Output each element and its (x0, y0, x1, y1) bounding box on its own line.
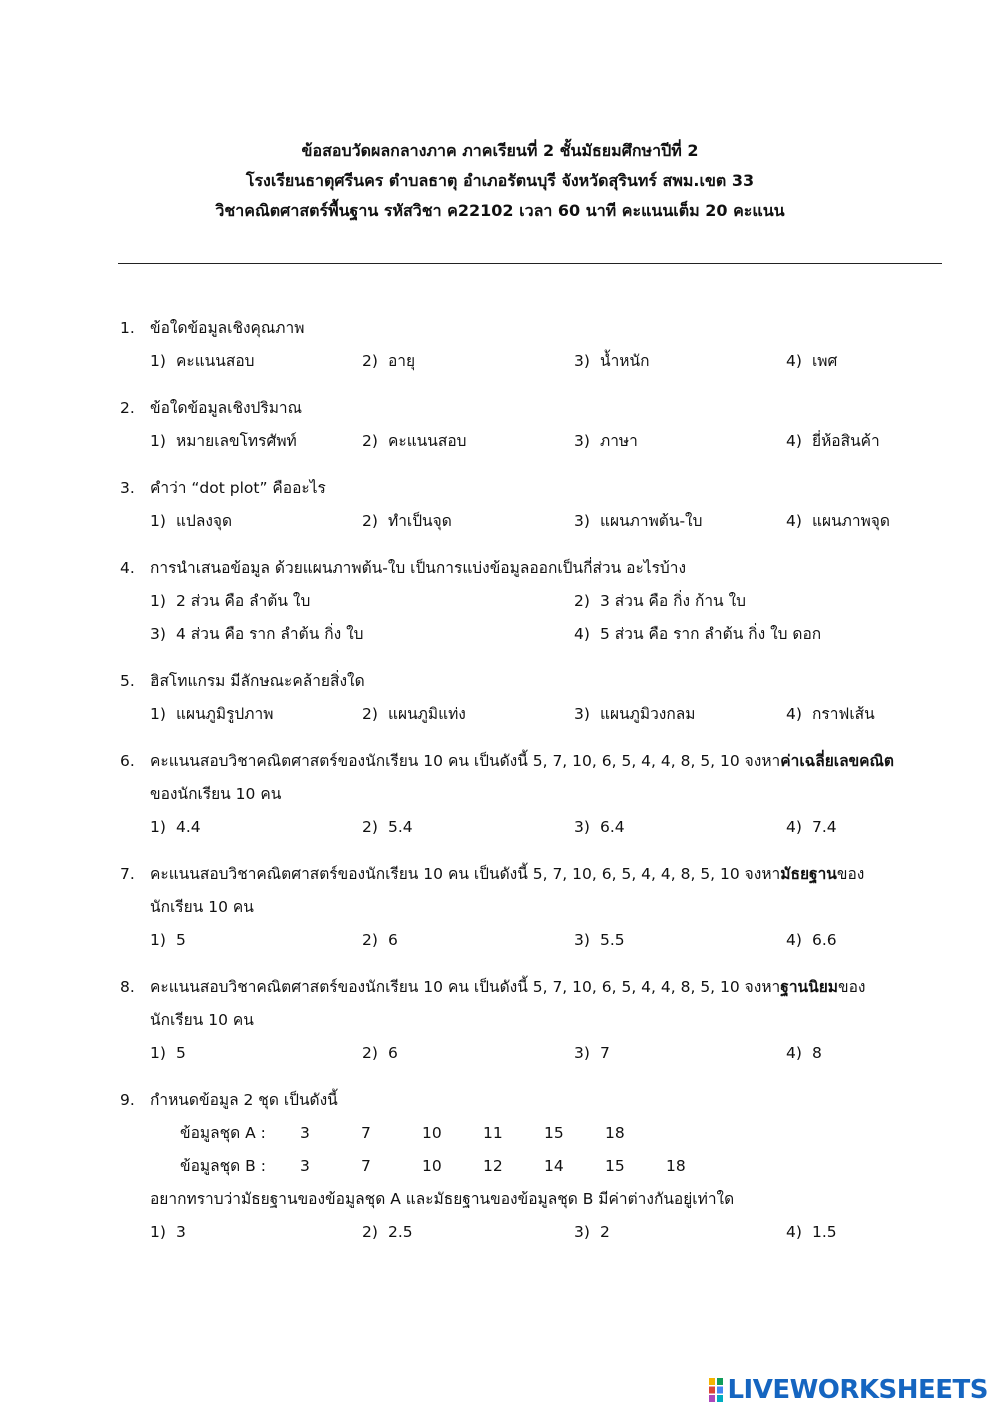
question-number: 3. (120, 479, 135, 497)
option-4[interactable]: 4) 8 (786, 1044, 822, 1062)
header-title: ข้อสอบวัดผลกลางภาค ภาคเรียนที่ 2 ชั้นมัธยมศึกษาปีที่ 2 (301, 141, 699, 160)
question-2 (120, 392, 950, 458)
dataset-a-label: ข้อมูลชุด A : (180, 1124, 266, 1142)
option-2[interactable]: 2) 3 ส่วน คือ กิ่ง ก้าน ใบ (574, 592, 746, 610)
dataset-b-label: ข้อมูลชุด B : (180, 1157, 266, 1175)
option-3[interactable]: 3) แผนภาพต้น-ใบ (574, 512, 703, 530)
option-1[interactable]: 1) หมายเลขโทรศัพท์ (150, 432, 297, 450)
question-keyword: ฐานนิยม (780, 978, 839, 996)
option-3[interactable]: 3) แผนภูมิวงกลม (574, 705, 696, 723)
question-9 (120, 1084, 950, 1249)
option-3[interactable]: 3) ภาษา (574, 432, 638, 450)
question-keyword: มัธยฐาน (780, 865, 837, 883)
option-4[interactable]: 4) 1.5 (786, 1223, 837, 1241)
dataset-value: 3 (300, 1124, 310, 1142)
dataset-value: 14 (544, 1157, 564, 1175)
question-6 (120, 745, 950, 844)
option-3[interactable]: 3) 2 (574, 1223, 610, 1241)
option-2[interactable]: 2) แผนภูมิแท่ง (362, 705, 466, 723)
dataset-value: 18 (605, 1124, 625, 1142)
option-1[interactable]: 1) แผนภูมิรูปภาพ (150, 705, 274, 723)
question-5 (120, 665, 950, 731)
dataset-value: 15 (605, 1157, 625, 1175)
option-2[interactable]: 2) 2.5 (362, 1223, 413, 1241)
question-text: คะแนนสอบวิชาคณิตศาสตร์ของนักเรียน 10 คน เป็นดังนี้ 5, 7, 10, 6, 5, 4, 4, 8, 5, 10 จงหาฐานนิยมของ (150, 978, 866, 996)
question-number: 7. (120, 865, 135, 883)
dataset-value: 10 (422, 1157, 442, 1175)
liveworksheets-logo-text: LIVEWORKSHEETS (727, 1375, 988, 1405)
option-4[interactable]: 4) กราฟเส้น (786, 705, 875, 723)
question-number: 1. (120, 319, 135, 337)
option-2[interactable]: 2) 5.4 (362, 818, 413, 836)
question-text: ฮิสโทแกรม มีลักษณะคล้ายสิ่งใด (150, 672, 365, 690)
option-1[interactable]: 1) 5 (150, 1044, 186, 1062)
question-3 (120, 472, 950, 538)
question-number: 2. (120, 399, 135, 417)
option-3[interactable]: 3) 6.4 (574, 818, 625, 836)
question-text: กำหนดข้อมูล 2 ชุด เป็นดังนี้ (150, 1091, 338, 1109)
option-4[interactable]: 4) แผนภาพจุด (786, 512, 890, 530)
option-2[interactable]: 2) ทำเป็นจุด (362, 512, 452, 530)
option-3[interactable]: 3) 7 (574, 1044, 610, 1062)
option-2[interactable]: 2) 6 (362, 1044, 398, 1062)
option-1[interactable]: 1) 2 ส่วน คือ ลำต้น ใบ (150, 592, 311, 610)
question-text-continued: อยากทราบว่ามัธยฐานของข้อมูลชุด A และมัธยฐานของข้อมูลชุด B มีค่าต่างกันอยู่เท่าใด (150, 1190, 735, 1208)
option-3[interactable]: 3) 5.5 (574, 931, 625, 949)
option-2[interactable]: 2) อายุ (362, 352, 416, 370)
option-3[interactable]: 3) 4 ส่วน คือ ราก ลำต้น กิ่ง ใบ (150, 625, 364, 643)
question-1 (120, 312, 950, 378)
question-text-continued: ของนักเรียน 10 คน (150, 785, 282, 803)
question-number: 8. (120, 978, 135, 996)
dataset-value: 10 (422, 1124, 442, 1142)
dataset-value: 7 (361, 1124, 371, 1142)
header-subject: วิชาคณิตศาสตร์พื้นฐาน รหัสวิชา ค22102 เวลา 60 นาที คะแนนเต็ม 20 คะแนน (215, 201, 785, 220)
question-keyword: ค่าเฉลี่ยเลขคณิต (780, 752, 894, 770)
exam-header (0, 136, 1000, 226)
question-8 (120, 971, 950, 1070)
dataset-value: 15 (544, 1124, 564, 1142)
option-4[interactable]: 4) 5 ส่วน คือ ราก ลำต้น กิ่ง ใบ ดอก (574, 625, 822, 643)
option-3[interactable]: 3) น้ำหนัก (574, 352, 650, 370)
dataset-value: 11 (483, 1124, 503, 1142)
option-4[interactable]: 4) 6.6 (786, 931, 837, 949)
liveworksheets-logo-icon (709, 1378, 723, 1402)
option-4[interactable]: 4) เพศ (786, 352, 838, 370)
header-divider (118, 263, 942, 264)
question-text: การนำเสนอข้อมูล ด้วยแผนภาพต้น-ใบ เป็นการแบ่งข้อมูลออกเป็นกี่ส่วน อะไรบ้าง (150, 559, 687, 577)
question-number: 4. (120, 559, 135, 577)
option-4[interactable]: 4) ยี่ห้อสินค้า (786, 432, 880, 450)
option-1[interactable]: 1) แปลงจุด (150, 512, 233, 530)
option-2[interactable]: 2) 6 (362, 931, 398, 949)
question-text: ข้อใดข้อมูลเชิงปริมาณ (150, 399, 303, 417)
option-1[interactable]: 1) คะแนนสอบ (150, 352, 255, 370)
dataset-value: 7 (361, 1157, 371, 1175)
dataset-value: 12 (483, 1157, 503, 1175)
question-text: คะแนนสอบวิชาคณิตศาสตร์ของนักเรียน 10 คน เป็นดังนี้ 5, 7, 10, 6, 5, 4, 4, 8, 5, 10 จงหามัธยฐานของ (150, 865, 865, 883)
dataset-value: 18 (666, 1157, 686, 1175)
question-number: 9. (120, 1091, 135, 1109)
question-text: คำว่า “dot plot” คืออะไร (150, 479, 326, 497)
question-text-continued: นักเรียน 10 คน (150, 1011, 254, 1029)
question-number: 5. (120, 672, 135, 690)
question-text: ข้อใดข้อมูลเชิงคุณภาพ (150, 319, 305, 337)
question-7 (120, 858, 950, 957)
question-4 (120, 552, 950, 651)
option-1[interactable]: 1) 3 (150, 1223, 186, 1241)
dataset-a-row (120, 1117, 950, 1150)
option-2[interactable]: 2) คะแนนสอบ (362, 432, 467, 450)
option-4[interactable]: 4) 7.4 (786, 818, 837, 836)
option-1[interactable]: 1) 4.4 (150, 818, 201, 836)
question-number: 6. (120, 752, 135, 770)
dataset-b-row (120, 1150, 950, 1183)
option-1[interactable]: 1) 5 (150, 931, 186, 949)
header-school: โรงเรียนธาตุศรีนคร ตำบลธาตุ อำเภอรัตนบุรี จังหวัดสุรินทร์ สพม.เขต 33 (245, 171, 755, 190)
dataset-value: 3 (300, 1157, 310, 1175)
question-text-continued: นักเรียน 10 คน (150, 898, 254, 916)
question-list (120, 312, 950, 1263)
liveworksheets-logo (709, 1376, 988, 1404)
question-text: คะแนนสอบวิชาคณิตศาสตร์ของนักเรียน 10 คน เป็นดังนี้ 5, 7, 10, 6, 5, 4, 4, 8, 5, 10 จงหาค่าเฉลี่ยเลขคณิต (150, 752, 894, 770)
